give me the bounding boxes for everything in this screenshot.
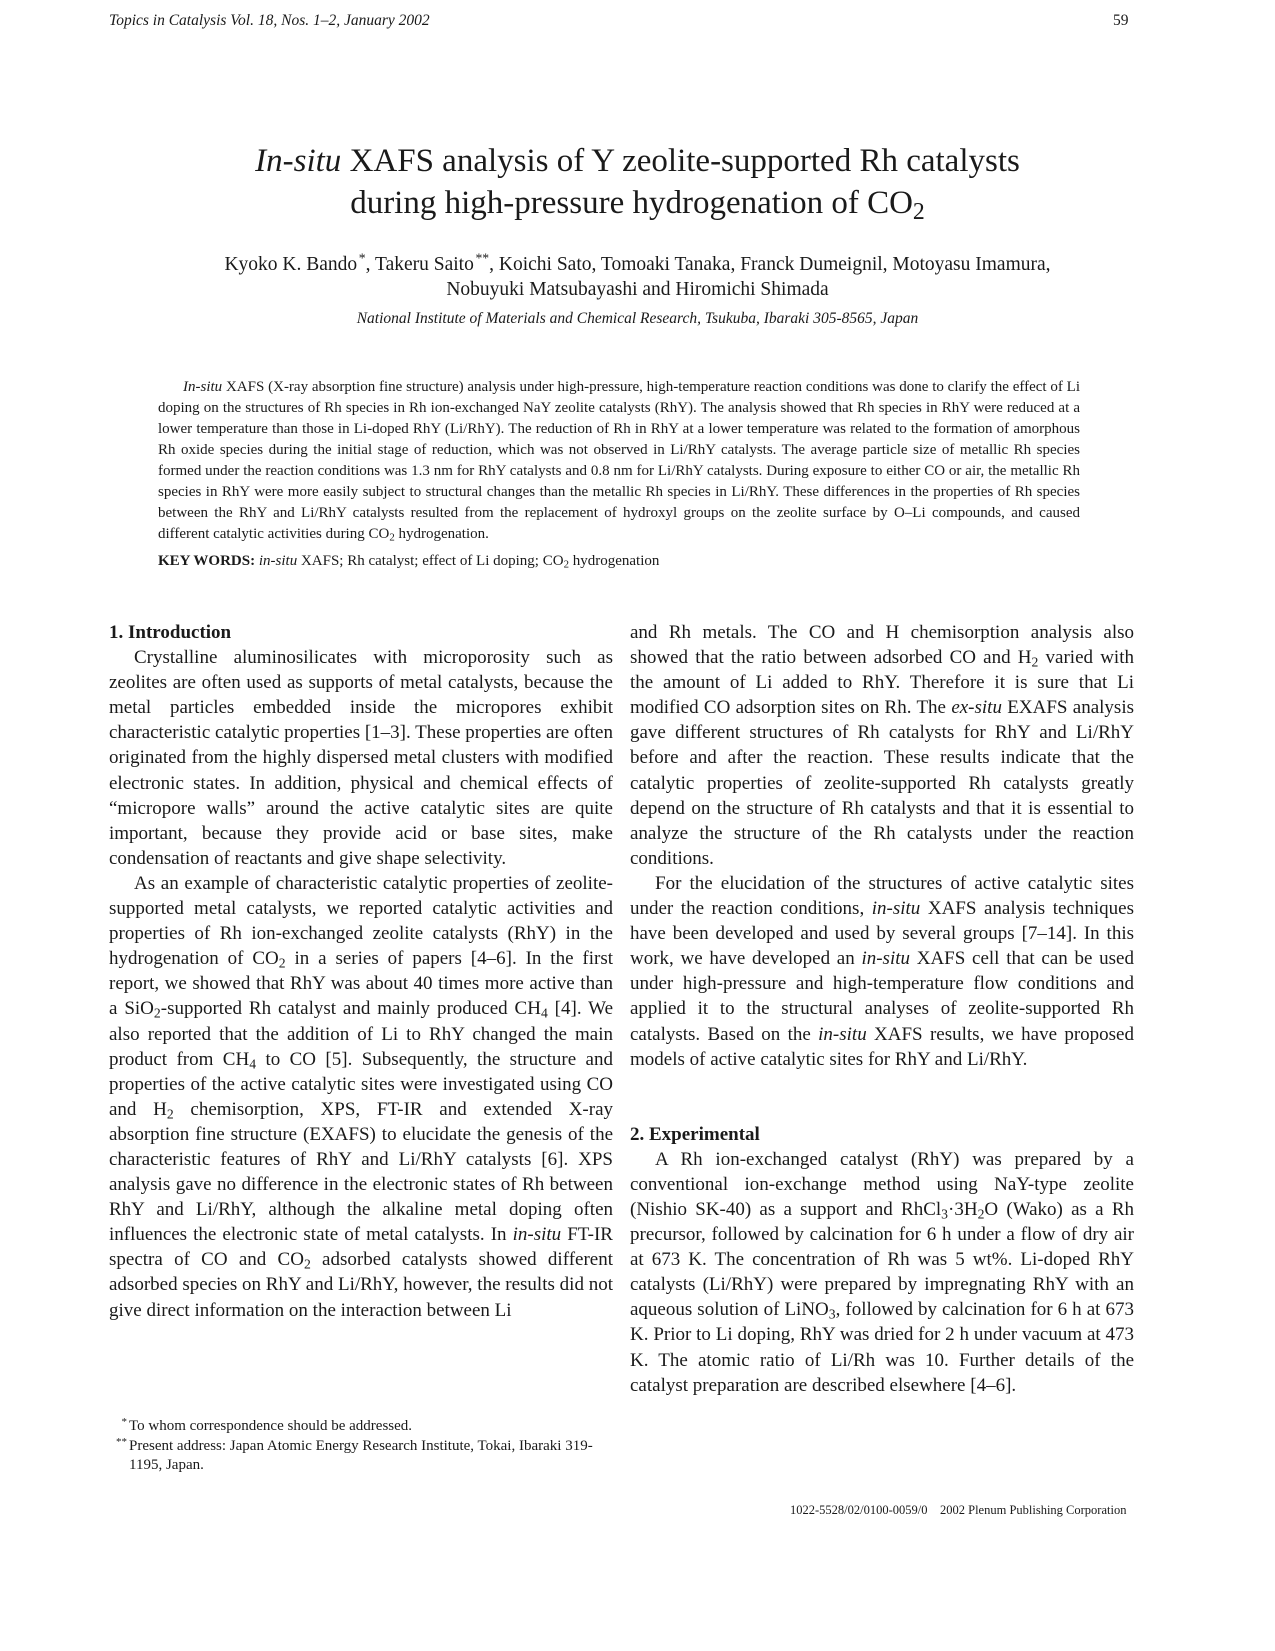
affiliation: National Institute of Materials and Chemical Research, Tsukuba, Ibaraki 305-8565, Japan (356, 310, 919, 327)
abstract: In-situ XAFS (X-ray absorption fine structure) analysis under high-pressure, high-temperature reaction conditions was done to clarify the effect of Li doping on the structures of Rh species in Rh ion-exchanged NaY zeolite catalysts (RhY). The analysis showed that Rh species in RhY were reduced at a lower temperature than those in Li-doped RhY (Li/RhY). The reduction of Rh in RhY at a lower temperature was related to the formation of amorphous Rh oxide species during the initial stage of reduction, which was not observed in Li/RhY catalysts. The average particle size of metallic Rh species formed under the reaction conditions was 1.3 nm for RhY catalysts and 0.8 nm for Li/RhY catalysts. During exposure to either CO or air, the metallic Rh species in RhY were more easily subject to structural changes than the metallic Rh species in Li/RhY. These differences in the properties of Rh species between the RhY and Li/RhY catalysts resulted from the replacement of hydroxyl groups on the zeolite surface by O–Li compounds, and caused different catalytic activities during $CO_2$ hydrogenation. (158, 379, 1080, 544)
paragraph: For the elucidation of the structures of active catalytic sites under the reaction conditions, in-situ XAFS analysis techniques have been developed and used by several groups [7–14]. In this work, we have developed an in-situ XAFS cell that can be used under high-pressure and high-temperature flow conditions and applied it to the structural analyses of zeolite-supported Rh catalysts. Based on the in-situ XAFS results, we have proposed models of active catalytic sites for RhY and Li/RhY. (630, 872, 1134, 1070)
title-italic: In-situ (255, 143, 342, 179)
section-heading-introduction: 1. Introduction (109, 622, 232, 643)
running-head: Topics in Catalysis Vol. 18, Nos. 1–2, January 2002 (109, 12, 430, 29)
keywords: KEY WORDS: in-situ XAFS; Rh catalyst; effect of Li doping; $CO_2$ hydrogenation (158, 553, 660, 571)
paragraph-continued: and Rh metals. The CO and H chemisorption analysis also showed that the ratio between adsorbed CO and $H_2$ varied with the amount of Li added to RhY. Therefore it is sure that Li modified CO adsorption sites on Rh. The ex-situ EXAFS analysis gave different structures of Rh catalysts for RhY and Li/RhY before and after the reaction. These results indicate that the catalytic properties of zeolite-supported Rh catalysts greatly depend on the structure of Rh catalysts and that it is essential to analyze the structure of the Rh catalysts under the reaction conditions. (630, 622, 1134, 869)
body-column-left (109, 620, 613, 1323)
footnotes (109, 1417, 613, 1476)
paragraph: Crystalline aluminosilicates with microporosity such as zeolites are often used as supports of metal catalysts, because the metal particles embedded inside the micropores exhibit characteristic catalytic properties [1–3]. These properties are often originated from the highly dispersed metal clusters with modified electronic states. In addition, physical and chemical effects of “micropore walls” around the active catalytic sites are quite important, because they provide acid or base sites, make condensation of reactants and give shape selectivity. (109, 647, 613, 869)
body-column-right (630, 620, 1134, 1398)
paper-title: In-situ XAFS analysis of Y zeolite-supported Rh catalysts during high-pressure hydrogenation of $CO_2$ (255, 143, 1020, 225)
footnote: ** Present address: Japan Atomic Energy Research Institute, Tokai, Ibaraki 319-1195, Japan. (116, 1435, 593, 1473)
author-list: Kyoko K. Bando *, Takeru Saito **, Koichi Sato, Tomoaki Tanaka, Franck Dumeignil, Motoyasu Imamura, Nobuyuki Matsubayashi and Hiromichi Shimada (224, 250, 1051, 300)
section-heading-experimental: 2. Experimental (630, 1123, 760, 1145)
copyright-line: 1022-5528/02/0100-0059/0 2002 Plenum Publishing Corporation (790, 1503, 1127, 1517)
footnote: * To whom correspondence should be addressed. (121, 1416, 413, 1434)
paragraph: As an example of characteristic catalytic properties of zeolite-supported metal catalysts, we reported catalytic activities and properties of Rh ion-exchanged zeolite catalysts (RhY) in the hydrogenation of $CO_2$ in a series of papers [4–6]. In the first report, we showed that RhY was about 40 times more active than a SiO$_2$-supported Rh catalyst and mainly produced $CH_4$ [4]. We also reported that the addition of Li to RhY changed the main product from $CH_4$ to CO [5]. Subsequently, the structure and properties of the active catalytic sites were investigated using CO and $H_2$ chemisorption, XPS, FT-IR and extended X-ray absorption fine structure (EXAFS) to elucidate the genesis of the characteristic features of RhY and Li/RhY catalysts [6]. XPS analysis gave no difference in the electronic states of Rh between RhY and Li/RhY, although the alkaline metal doping often influences the electronic state of metal catalysts. In in-situ FT-IR spectra of CO and $CO_2$ adsorbed catalysts showed different adsorbed species on RhY and Li/RhY, however, the results did not give direct information on the interaction between Li (109, 872, 614, 1321)
paragraph: A Rh ion-exchanged catalyst (RhY) was prepared by a conventional ion-exchange method using NaY-type zeolite (Nishio SK-40) as a support and $RhCl_3\cdot 3H_2O$ (Wako) as a Rh precursor, followed by calcination for 6 h under a flow of dry air at 673 K. The concentration of Rh was 5 wt%. Li-doped RhY catalysts (Li/RhY) were prepared by impregnating RhY with an aqueous solution of LiNO$_3$, followed by calcination for 6 h at 673 K. Prior to Li doping, RhY was dried for 2 h under vacuum at 473 K. The atomic ratio of Li/Rh was 10. Further details of the catalyst preparation are described elsewhere [4–6]. (630, 1148, 1135, 1396)
page-number: 59 (1113, 12, 1129, 29)
